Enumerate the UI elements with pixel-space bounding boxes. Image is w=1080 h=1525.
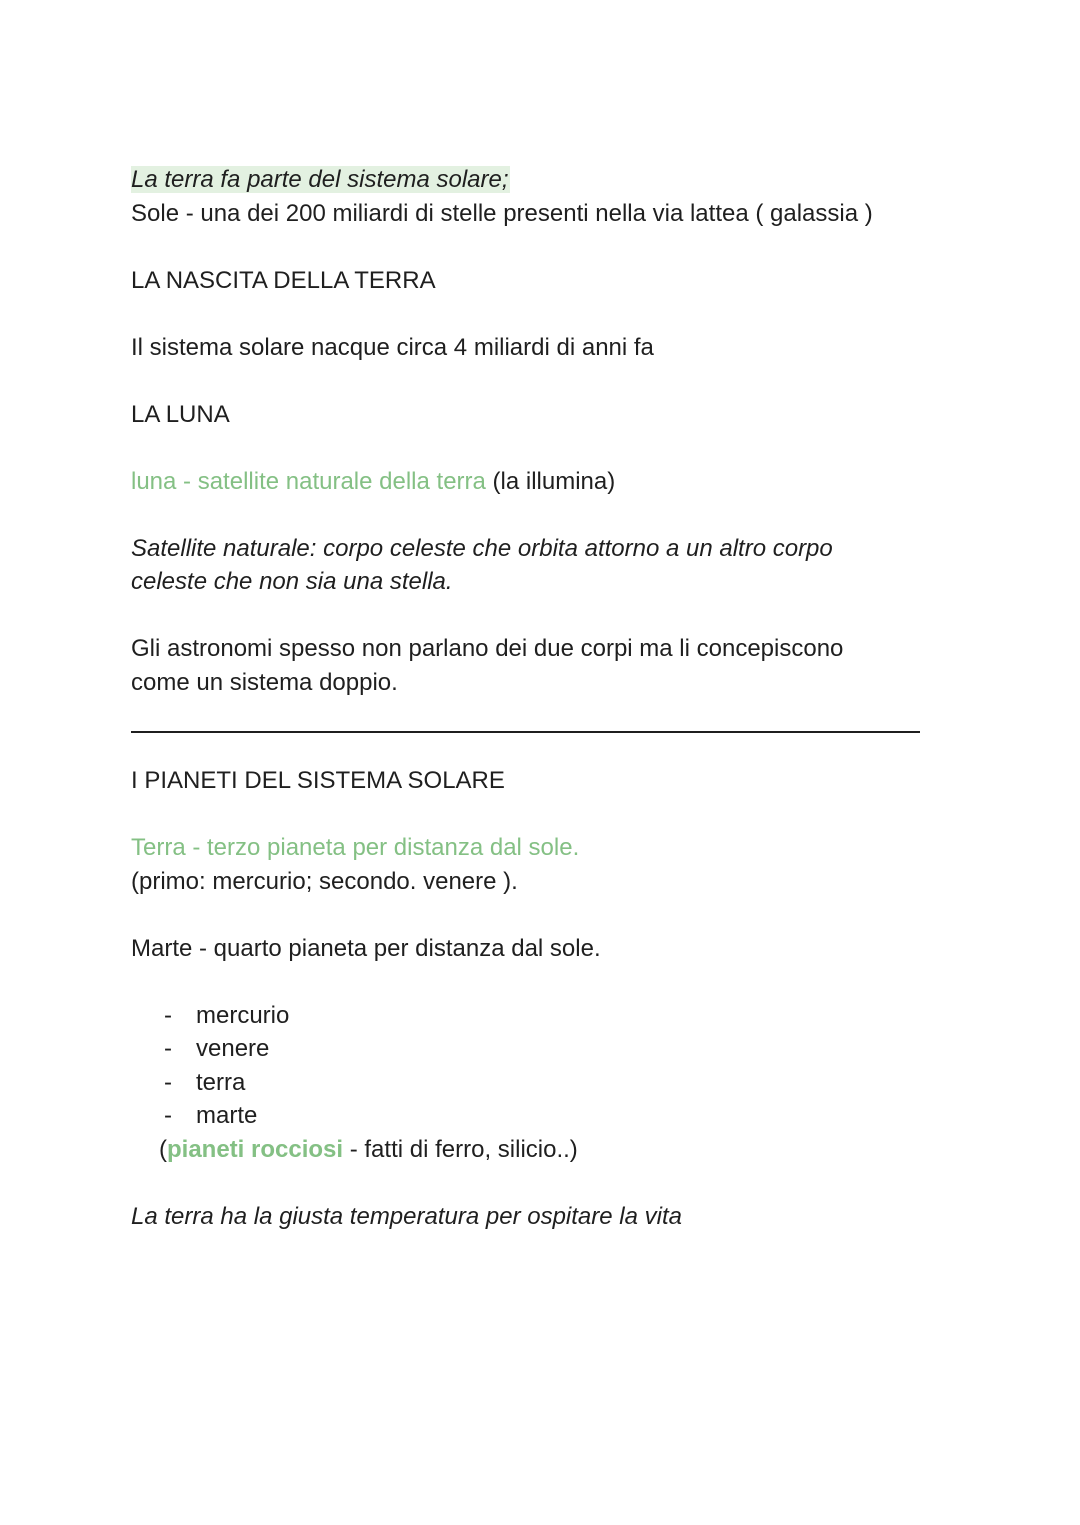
list-item-text: mercurio: [196, 1001, 290, 1029]
heading-luna: LA LUNA: [131, 400, 230, 428]
terra-line: Terra - terzo pianeta per distanza dal sole.: [131, 834, 580, 861]
astronomi-line-1: Gli astronomi spesso non parlano dei due corpi ma li concepiscono: [131, 635, 844, 662]
list-item-text: marte: [196, 1102, 258, 1129]
nascita-text: Il sistema solare nacque circa 4 miliardi di anni fa: [131, 333, 654, 361]
intro-highlight: La terra fa parte del sistema solare;: [131, 166, 509, 193]
list-item: [131, 1099, 931, 1133]
list-item-text: venere: [196, 1035, 270, 1062]
list-dash: -: [164, 1035, 172, 1062]
list-item: [131, 1066, 931, 1100]
marte-line: Marte - quarto pianeta per distanza dal sole.: [131, 934, 601, 962]
astronomi-line-2: come un sistema doppio.: [131, 668, 398, 696]
intro-line: [131, 163, 931, 197]
definition-line-1: Satellite naturale: corpo celeste che orbita attorno a un altro corpo: [131, 534, 833, 562]
list-dash: -: [164, 1068, 172, 1096]
luna-line: [131, 465, 931, 499]
sole-line: Sole - una dei 200 miliardi di stelle presenti nella via lattea ( galassia ): [131, 199, 873, 227]
terra-note: (primo: mercurio; secondo. venere ).: [131, 867, 518, 895]
list-item-text: terra: [196, 1068, 246, 1096]
rocciosi-open: (: [159, 1135, 167, 1163]
list-item: [131, 999, 931, 1033]
list-item: [131, 1032, 931, 1066]
document-page: [131, 163, 931, 1233]
planet-list: [131, 999, 931, 1133]
rocciosi-green: pianeti rocciosi: [167, 1135, 344, 1163]
rocciosi-line: [131, 1133, 931, 1167]
heading-pianeti: I PIANETI DEL SISTEMA SOLARE: [131, 767, 505, 794]
definition-line-2: celeste che non sia una stella.: [131, 568, 453, 595]
luna-rest-text: (la illumina): [485, 467, 616, 495]
luna-green-text: luna - satellite naturale della terra: [131, 467, 486, 495]
list-dash: -: [164, 1001, 172, 1029]
closing-line: La terra ha la giusta temperatura per ospitare la vita: [131, 1202, 682, 1230]
heading-nascita: LA NASCITA DELLA TERRA: [131, 266, 436, 294]
rocciosi-rest: - fatti di ferro, silicio..): [343, 1135, 578, 1163]
list-dash: -: [164, 1102, 172, 1129]
